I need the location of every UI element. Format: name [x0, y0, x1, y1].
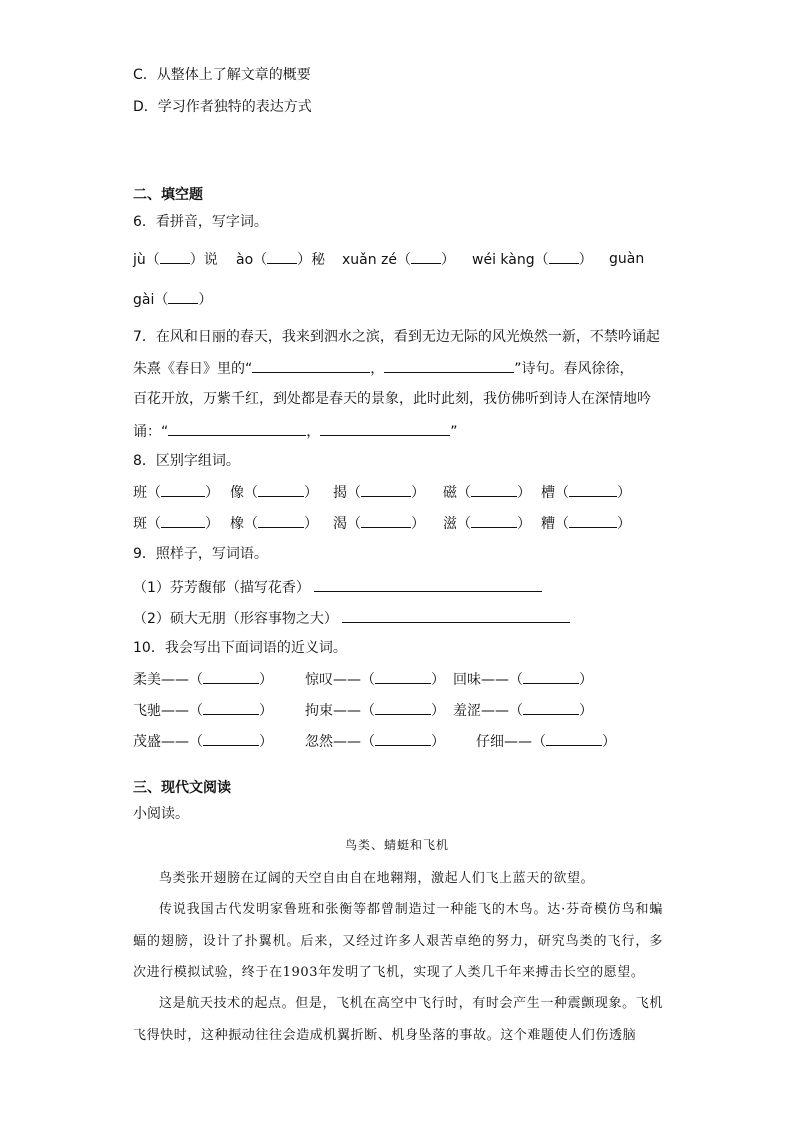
answer-blank[interactable]	[361, 483, 411, 497]
option-d: D．学习作者独特的表达方式	[133, 99, 312, 115]
question-10-row1: 柔美——（ ） 惊叹——（ ） 回味——（ ）	[133, 672, 593, 688]
answer-blank[interactable]	[471, 514, 517, 528]
answer-blank[interactable]	[320, 421, 450, 436]
answer-blank[interactable]	[384, 358, 514, 373]
pinyin-item: guàn	[609, 251, 645, 267]
answer-blank[interactable]	[258, 483, 304, 497]
answer-blank[interactable]	[342, 608, 570, 623]
pinyin-item: ào（ ）秘	[236, 252, 326, 268]
answer-blank[interactable]	[361, 514, 411, 528]
answer-blank[interactable]	[546, 732, 602, 746]
question-9-prompt: 9．照样子，写词语。	[133, 546, 268, 562]
question-9-item1: （1）芬芳馥郁（描写花香）	[133, 577, 542, 597]
question-10-row3: 茂盛——（ ） 忽然——（ ） 仔细——（ ）	[133, 734, 616, 750]
answer-blank[interactable]	[168, 421, 306, 436]
answer-blank[interactable]	[523, 670, 579, 684]
question-7-line2: 朱熹《春日》里的“ ， ”诗句。春风徐徐，	[133, 358, 634, 378]
question-8-prompt: 8．区别字组词。	[133, 453, 240, 469]
answer-blank[interactable]	[160, 250, 190, 264]
pinyin-item: jù（ ）说	[133, 252, 218, 268]
answer-blank[interactable]	[375, 670, 431, 684]
article-paragraph-1: 鸟类张开翅膀在辽阔的天空自由自在地翱翔，激起人们飞上蓝天的欲望。	[159, 871, 595, 886]
answer-blank[interactable]	[569, 483, 617, 497]
question-7-line1: 7．在风和日丽的春天，我来到泗水之滨，看到无边无际的风光焕然一新，不禁吟诵起	[133, 329, 660, 345]
question-8-row1: 班（ ） 像（ ） 揭（ ） 磁（ ） 槽（ ）	[133, 485, 631, 501]
reading-subtitle: 小阅读。	[133, 806, 189, 822]
answer-blank[interactable]	[161, 514, 205, 528]
option-c: C．从整体上了解文章的概要	[133, 67, 311, 83]
question-9-item2: （2）硕大无朋（形容事物之大）	[133, 608, 570, 628]
answer-blank[interactable]	[471, 483, 517, 497]
answer-blank[interactable]	[252, 358, 370, 373]
article-paragraph-2: 传说我国古代发明家鲁班和张衡等都曾制造过一种能飞的木鸟。达·芬奇模仿鸟和蝙蝠的翅膀，设计了扑翼机。后来，又经过许多人艰苦卓绝的努力，研究鸟类的飞行，多次进行模拟试验，终于在1903年发明了飞机，实现了人类几千年来搏击长空的愿望。	[133, 902, 663, 980]
question-6-prompt: 6．看拼音，写字词。	[133, 214, 268, 230]
answer-blank[interactable]	[168, 290, 198, 304]
question-10-prompt: 10．我会写出下面词语的近义词。	[133, 640, 347, 656]
question-6-row2: gài（ ）	[133, 292, 213, 308]
section-heading-fill-blank: 二、填空题	[133, 187, 203, 203]
answer-blank[interactable]	[258, 514, 304, 528]
answer-blank[interactable]	[549, 250, 579, 264]
answer-blank[interactable]	[267, 250, 297, 264]
answer-blank[interactable]	[523, 701, 579, 715]
answer-blank[interactable]	[203, 732, 259, 746]
answer-blank[interactable]	[203, 701, 259, 715]
article-paragraph-3: 这是航天技术的起点。但是，飞机在高空中飞行时，有时会产生一种震颤现象。飞机飞得快时，这种振动往往会造成机翼折断、机身坠落的事故。这个难题使人们伤透脑	[133, 996, 663, 1043]
question-8-row2: 斑（ ） 橡（ ） 渴（ ） 滋（ ） 糟（ ）	[133, 516, 631, 532]
question-7-line3: 百花开放，万紫千红，到处都是春天的景象，此时此刻，我仿佛听到诗人在深情地吟	[133, 391, 651, 407]
article-title: 鸟类、蜻蜓和飞机	[344, 838, 449, 852]
pinyin-item: wéi kàng（ ）	[472, 252, 593, 268]
question-6-row	[133, 250, 653, 268]
answer-blank[interactable]	[203, 670, 259, 684]
section-heading-reading: 三、现代文阅读	[133, 780, 231, 796]
answer-blank[interactable]	[569, 514, 617, 528]
answer-blank[interactable]	[161, 483, 205, 497]
question-7-line4: 诵：“ ， ”	[133, 421, 458, 441]
answer-blank[interactable]	[314, 577, 542, 592]
answer-blank[interactable]	[375, 701, 431, 715]
pinyin-item: xuǎn zé（ ）	[342, 252, 456, 268]
answer-blank[interactable]	[411, 250, 441, 264]
question-10-row2: 飞驰——（ ） 拘束——（ ） 羞涩——（ ）	[133, 703, 593, 719]
answer-blank[interactable]	[375, 732, 431, 746]
